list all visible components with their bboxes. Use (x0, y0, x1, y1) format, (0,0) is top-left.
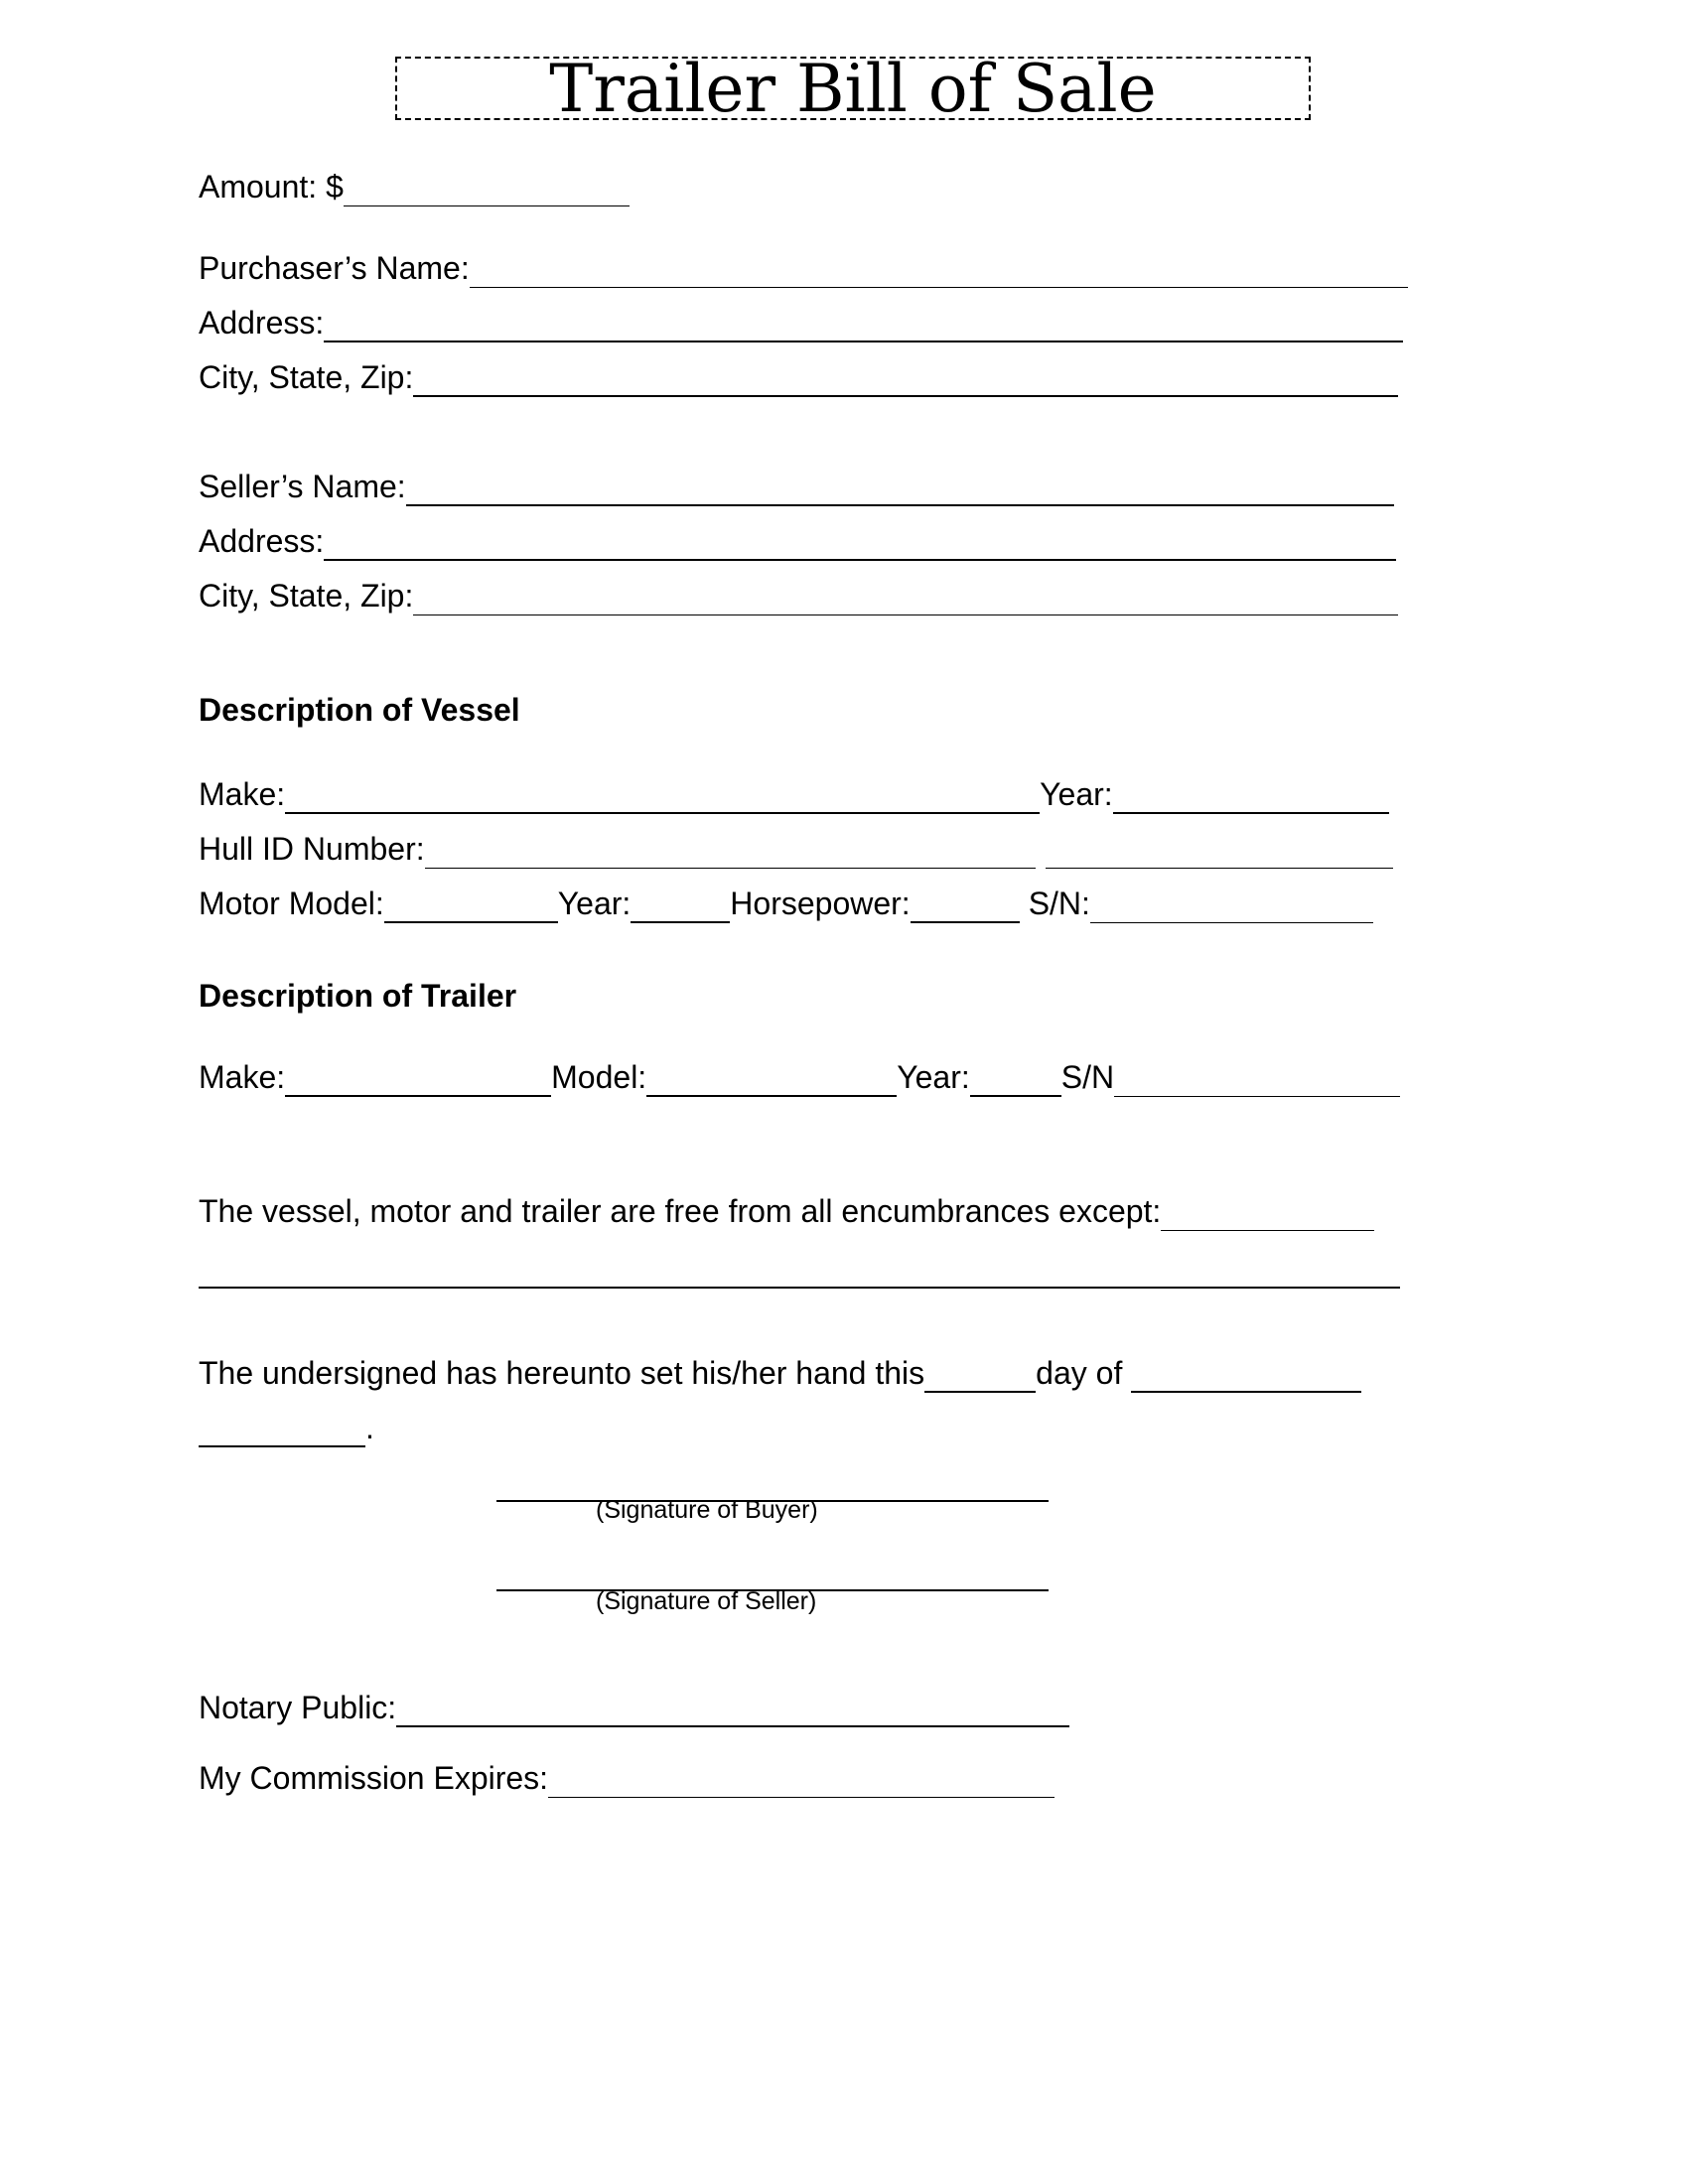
year-field[interactable] (199, 1408, 365, 1447)
motor-year-field[interactable] (631, 884, 730, 923)
day-field[interactable] (924, 1353, 1036, 1393)
month-field[interactable] (1131, 1353, 1361, 1393)
hull-id-row (199, 829, 1393, 869)
purchaser-name-row (199, 248, 1408, 288)
year-row (199, 1408, 374, 1447)
motor-row (199, 884, 1373, 923)
horsepower-label: Horsepower: (730, 886, 911, 921)
undersigned-row (199, 1353, 1361, 1393)
seller-address-label: Address: (199, 523, 325, 559)
buyer-signature-caption: (Signature of Buyer) (596, 1496, 818, 1524)
seller-name-field[interactable] (406, 467, 1394, 506)
trailer-year-label: Year: (897, 1059, 970, 1095)
notary-label: Notary Public: (199, 1690, 397, 1725)
motor-sn-field[interactable] (1090, 884, 1373, 923)
trailer-year-field[interactable] (970, 1057, 1061, 1097)
purchaser-name-field[interactable] (470, 248, 1408, 288)
notary-row (199, 1688, 1069, 1727)
encumbrances-field-line2[interactable] (199, 1287, 1400, 1289)
commission-row (199, 1758, 1055, 1798)
purchaser-address-label: Address: (199, 305, 325, 341)
commission-label: My Commission Expires: (199, 1760, 549, 1796)
amount-label: Amount: $ (199, 169, 344, 205)
seller-signature-caption: (Signature of Seller) (596, 1587, 817, 1615)
commission-field[interactable] (548, 1758, 1055, 1798)
seller-city-field[interactable] (413, 576, 1398, 615)
seller-address-field[interactable] (324, 521, 1396, 561)
purchaser-city-row (199, 357, 1398, 397)
day-of-text: day of (1036, 1355, 1123, 1391)
trailer-model-field[interactable] (646, 1057, 897, 1097)
amount-row (199, 167, 630, 206)
motor-year-label: Year: (557, 886, 632, 921)
motor-sn-label: S/N: (1028, 886, 1090, 921)
trailer-heading: Description of Trailer (199, 978, 517, 1014)
undersigned-text: The undersigned has hereunto set his/her hand this (199, 1355, 925, 1391)
vessel-heading: Description of Vessel (199, 692, 520, 728)
trailer-make-field[interactable] (285, 1057, 551, 1097)
trailer-sn-label: S/N (1060, 1059, 1115, 1095)
hull-id-label: Hull ID Number: (199, 831, 425, 867)
purchaser-city-label: City, State, Zip: (199, 359, 414, 395)
purchaser-address-row (199, 303, 1403, 342)
motor-model-label: Motor Model: (199, 886, 384, 921)
purchaser-name-label: Purchaser’s Name: (199, 250, 470, 286)
encumbrances-field[interactable] (1161, 1191, 1374, 1231)
trailer-row (199, 1057, 1400, 1097)
seller-city-label: City, State, Zip: (199, 578, 414, 614)
seller-city-row (199, 576, 1398, 615)
trailer-model-label: Model: (551, 1059, 647, 1095)
seller-name-row (199, 467, 1394, 506)
notary-field[interactable] (396, 1688, 1069, 1727)
trailer-make-label: Make: (199, 1059, 286, 1095)
seller-name-label: Seller’s Name: (199, 469, 406, 504)
amount-field[interactable] (344, 167, 630, 206)
motor-model-field[interactable] (384, 884, 558, 923)
vessel-make-field[interactable] (285, 774, 1040, 814)
vessel-year-label: Year: (1040, 776, 1113, 812)
purchaser-city-field[interactable] (413, 357, 1398, 397)
year-period: . (365, 1410, 374, 1445)
encumbrances-text: The vessel, motor and trailer are free from all encumbrances except: (199, 1193, 1162, 1229)
horsepower-field[interactable] (911, 884, 1020, 923)
document-title: Trailer Bill of Sale (549, 51, 1157, 127)
trailer-sn-field[interactable] (1114, 1057, 1400, 1097)
seller-address-row (199, 521, 1396, 561)
vessel-year-field[interactable] (1113, 774, 1389, 814)
hull-id-field[interactable] (425, 829, 1036, 869)
vessel-make-label: Make: (199, 776, 286, 812)
vessel-make-row (199, 774, 1389, 814)
encumbrances-row (199, 1191, 1374, 1231)
hull-id-field-extra[interactable] (1046, 829, 1393, 869)
purchaser-address-field[interactable] (324, 303, 1403, 342)
